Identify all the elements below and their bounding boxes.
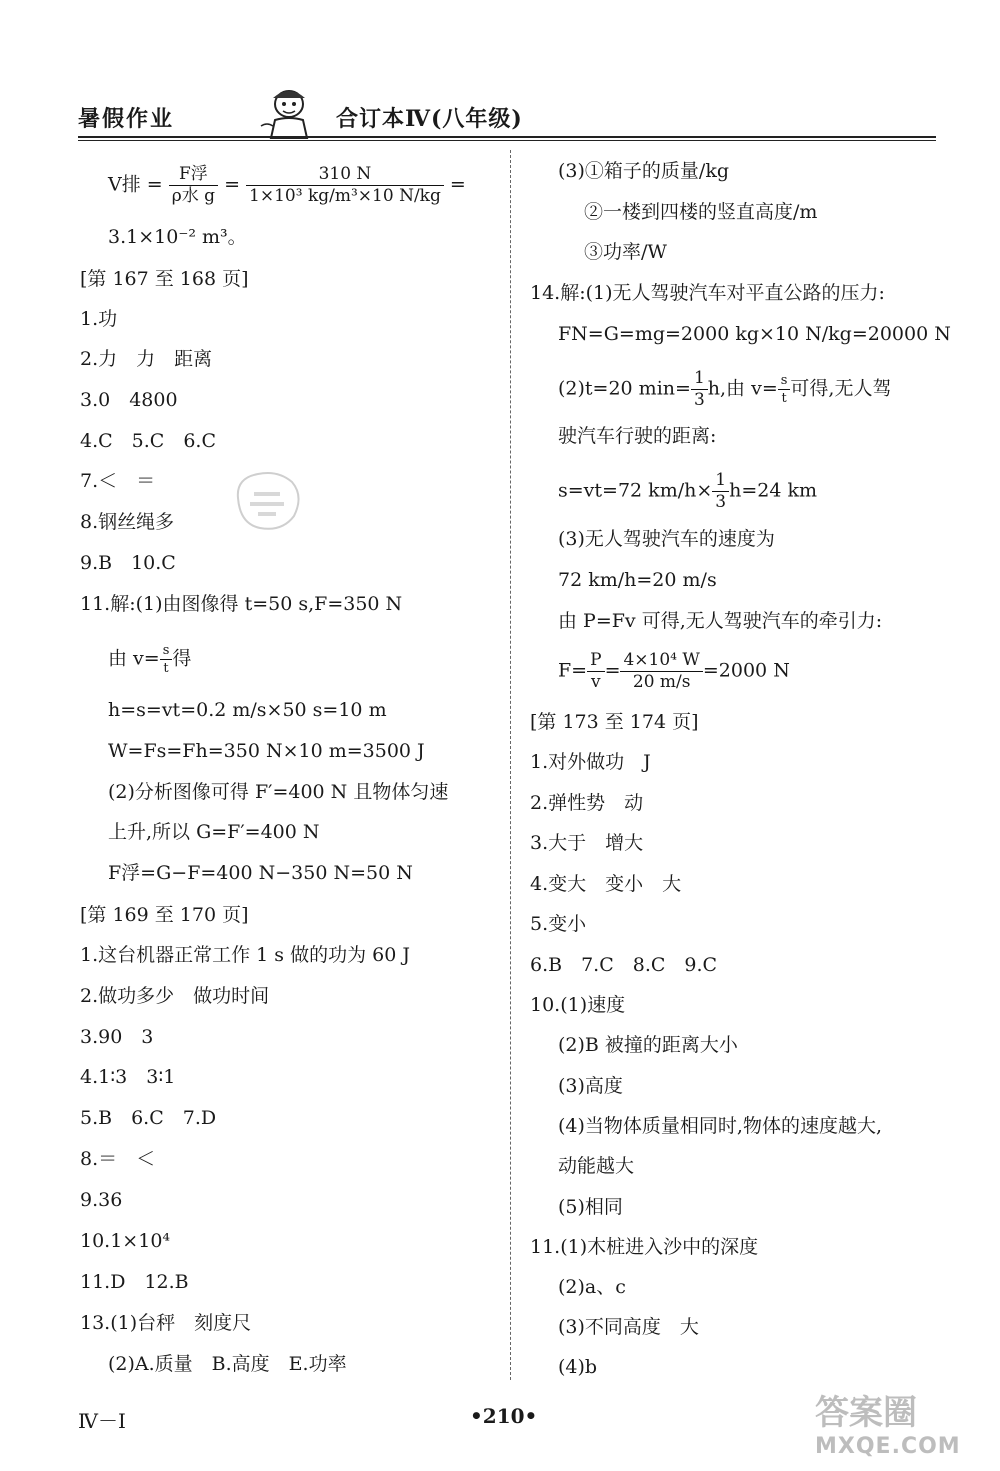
velocity-formula-line xyxy=(108,644,191,675)
fraction-numerator: F浮 xyxy=(169,166,218,186)
section-heading: [第 173 至 174 页] xyxy=(530,711,699,733)
page-number: •210• xyxy=(470,1404,538,1428)
formula-text: F= xyxy=(558,659,588,682)
answer-line: 1.功 xyxy=(80,308,118,330)
fraction-numerator: 1 xyxy=(712,472,729,492)
watermark-url: MXQE.COM xyxy=(815,1434,961,1459)
equals-sign: = xyxy=(224,173,240,196)
fraction-s-over-t xyxy=(778,374,791,405)
fraction-denominator: 3 xyxy=(693,390,705,410)
formula-text: 由 v= xyxy=(108,647,160,670)
answer-line: 3.0 4800 xyxy=(80,389,178,411)
answer-line: 由 P=Fv 可得,无人驾驶汽车的牵引力: xyxy=(558,610,883,632)
fraction-p-over-v xyxy=(587,652,604,691)
fraction-numerator: 310 N xyxy=(246,166,444,186)
formula-text: (2)t=20 min= xyxy=(558,377,691,400)
corner-watermark xyxy=(815,1385,965,1465)
answer-line: (2)A.质量 B.高度 E.功率 xyxy=(108,1353,347,1375)
answer-line: (4)当物体质量相同时,物体的速度越大, xyxy=(558,1115,882,1137)
answer-line: 11.解:(1)由图像得 t=50 s,F=350 N xyxy=(80,593,403,615)
answer-line: 10.1×10⁴ xyxy=(80,1230,171,1252)
page-header xyxy=(78,88,938,138)
fraction-one-third xyxy=(691,370,708,409)
fraction-denominator: 1×10³ kg/m³×10 N/kg xyxy=(249,186,441,206)
answer-line: (3)①箱子的质量/kg xyxy=(558,160,729,182)
fraction-denominator: v xyxy=(591,672,601,692)
fraction-numerator: P xyxy=(587,652,604,672)
answer-line: (2)B 被撞的距离大小 xyxy=(558,1034,738,1056)
formula-text: =2000 N xyxy=(702,659,790,682)
answer-line: ③功率/W xyxy=(584,241,667,263)
header-rule-thin xyxy=(78,140,936,141)
edition-title: 合订本Ⅳ(八年级) xyxy=(336,106,523,132)
watermark-logo-text: 答案圈 xyxy=(815,1393,917,1433)
traction-force-line xyxy=(558,652,790,691)
answer-line: 11.(1)木桩进入沙中的深度 xyxy=(530,1236,759,1258)
answer-line: 4.C 5.C 6.C xyxy=(80,430,216,452)
fraction-power-over-speed xyxy=(620,652,702,691)
answer-line: W=Fs=Fh=350 N×10 m=3500 J xyxy=(108,740,425,762)
section-heading: [第 167 至 168 页] xyxy=(80,268,249,290)
equation-lhs: V排 = xyxy=(108,173,163,196)
fraction-values xyxy=(246,166,444,205)
equals-sign: = xyxy=(449,173,466,196)
answer-line: 3.1×10⁻² m³。 xyxy=(108,226,247,248)
answer-line: (3)不同高度 大 xyxy=(558,1316,699,1338)
answer-line: (3)无人驾驶汽车的速度为 xyxy=(558,528,775,550)
fraction-numerator: s xyxy=(160,644,173,660)
answer-line: 7.＜ ＝ xyxy=(80,470,156,492)
answer-line: 14.解:(1)无人驾驶汽车对平直公路的压力: xyxy=(530,282,885,304)
answer-line: (3)高度 xyxy=(558,1075,623,1097)
formula-text: 得 xyxy=(172,647,192,670)
answer-line: 上升,所以 G=F′=400 N xyxy=(108,821,320,843)
brand-title: 暑假作业 xyxy=(78,106,175,132)
fraction-f-over-rho-g xyxy=(169,166,218,205)
answer-line: 72 km/h=20 m/s xyxy=(558,569,717,591)
answer-line: (5)相同 xyxy=(558,1196,623,1218)
answer-line: (2)a、c xyxy=(558,1276,626,1298)
fraction-denominator: t xyxy=(163,661,169,676)
formula-text: 可得,无人驾 xyxy=(790,377,892,400)
answer-line: (4)b xyxy=(558,1356,598,1378)
answer-line: 2.做功多少 做功时间 xyxy=(80,985,270,1007)
volume-marker: Ⅳ－Ⅰ xyxy=(78,1409,126,1433)
answer-line: 2.力 力 距离 xyxy=(80,348,213,370)
answer-line: h=s=vt=0.2 m/s×50 s=10 m xyxy=(108,699,387,721)
fraction-numerator: 1 xyxy=(691,370,708,390)
answer-line: 驶汽车行驶的距离: xyxy=(558,425,717,447)
column-divider xyxy=(510,150,511,1380)
answer-line: 1.这台机器正常工作 1 s 做的功为 60 J xyxy=(80,944,410,966)
mascot-icon xyxy=(253,86,323,140)
fraction-denominator: 20 m/s xyxy=(632,672,691,692)
answer-line: 9.B 10.C xyxy=(80,552,176,574)
answer-line: 动能越大 xyxy=(558,1155,635,1177)
answer-line: 5.B 6.C 7.D xyxy=(80,1107,217,1129)
equals-sign: = xyxy=(604,659,621,682)
answer-line: 1.对外做功 J xyxy=(530,751,651,773)
fraction-one-third xyxy=(712,472,729,511)
time-velocity-line xyxy=(558,370,891,409)
formula-text: s=vt=72 km/h× xyxy=(558,479,713,502)
answer-line: 13.(1)台秤 刻度尺 xyxy=(80,1312,252,1334)
fraction-numerator: s xyxy=(778,374,791,390)
answer-line: 11.D 12.B xyxy=(80,1271,189,1293)
fraction-denominator: t xyxy=(781,391,787,406)
answer-line: F浮=G−F=400 N−350 N=50 N xyxy=(108,862,413,884)
stamp-icon xyxy=(228,468,306,536)
answer-line: 3.大于 增大 xyxy=(530,832,644,854)
answer-line: (2)分析图像可得 F′=400 N 且物体匀速 xyxy=(108,781,449,803)
distance-line xyxy=(558,472,817,511)
formula-text: h,由 v= xyxy=(707,377,778,400)
formula-text: h=24 km xyxy=(729,479,817,502)
answer-line: FN=G=mg=2000 kg×10 N/kg=20000 N xyxy=(558,323,951,345)
fraction-numerator: 4×10⁴ W xyxy=(620,652,702,672)
fraction-s-over-t xyxy=(160,644,173,675)
buoyancy-volume-equation xyxy=(108,166,466,205)
header-rule xyxy=(78,136,936,138)
answer-line: 9.36 xyxy=(80,1189,123,1211)
answer-line: 4.变大 变小 大 xyxy=(530,873,682,895)
answer-line: 10.(1)速度 xyxy=(530,994,626,1016)
answer-line: 2.弹性势 动 xyxy=(530,792,644,814)
answer-line: 4.1∶3 3∶1 xyxy=(80,1066,176,1088)
fraction-denominator: ρ水 g xyxy=(171,186,216,206)
fraction-denominator: 3 xyxy=(715,492,727,512)
answer-line: 8.＝ ＜ xyxy=(80,1148,156,1170)
answer-line: ②一楼到四楼的竖直高度/m xyxy=(584,201,818,223)
answer-line: 6.B 7.C 8.C 9.C xyxy=(530,954,718,976)
answer-line: 5.变小 xyxy=(530,913,587,935)
answer-line: 8.钢丝绳多 xyxy=(80,511,175,533)
answer-line: 3.90 3 xyxy=(80,1026,154,1048)
section-heading: [第 169 至 170 页] xyxy=(80,904,249,926)
